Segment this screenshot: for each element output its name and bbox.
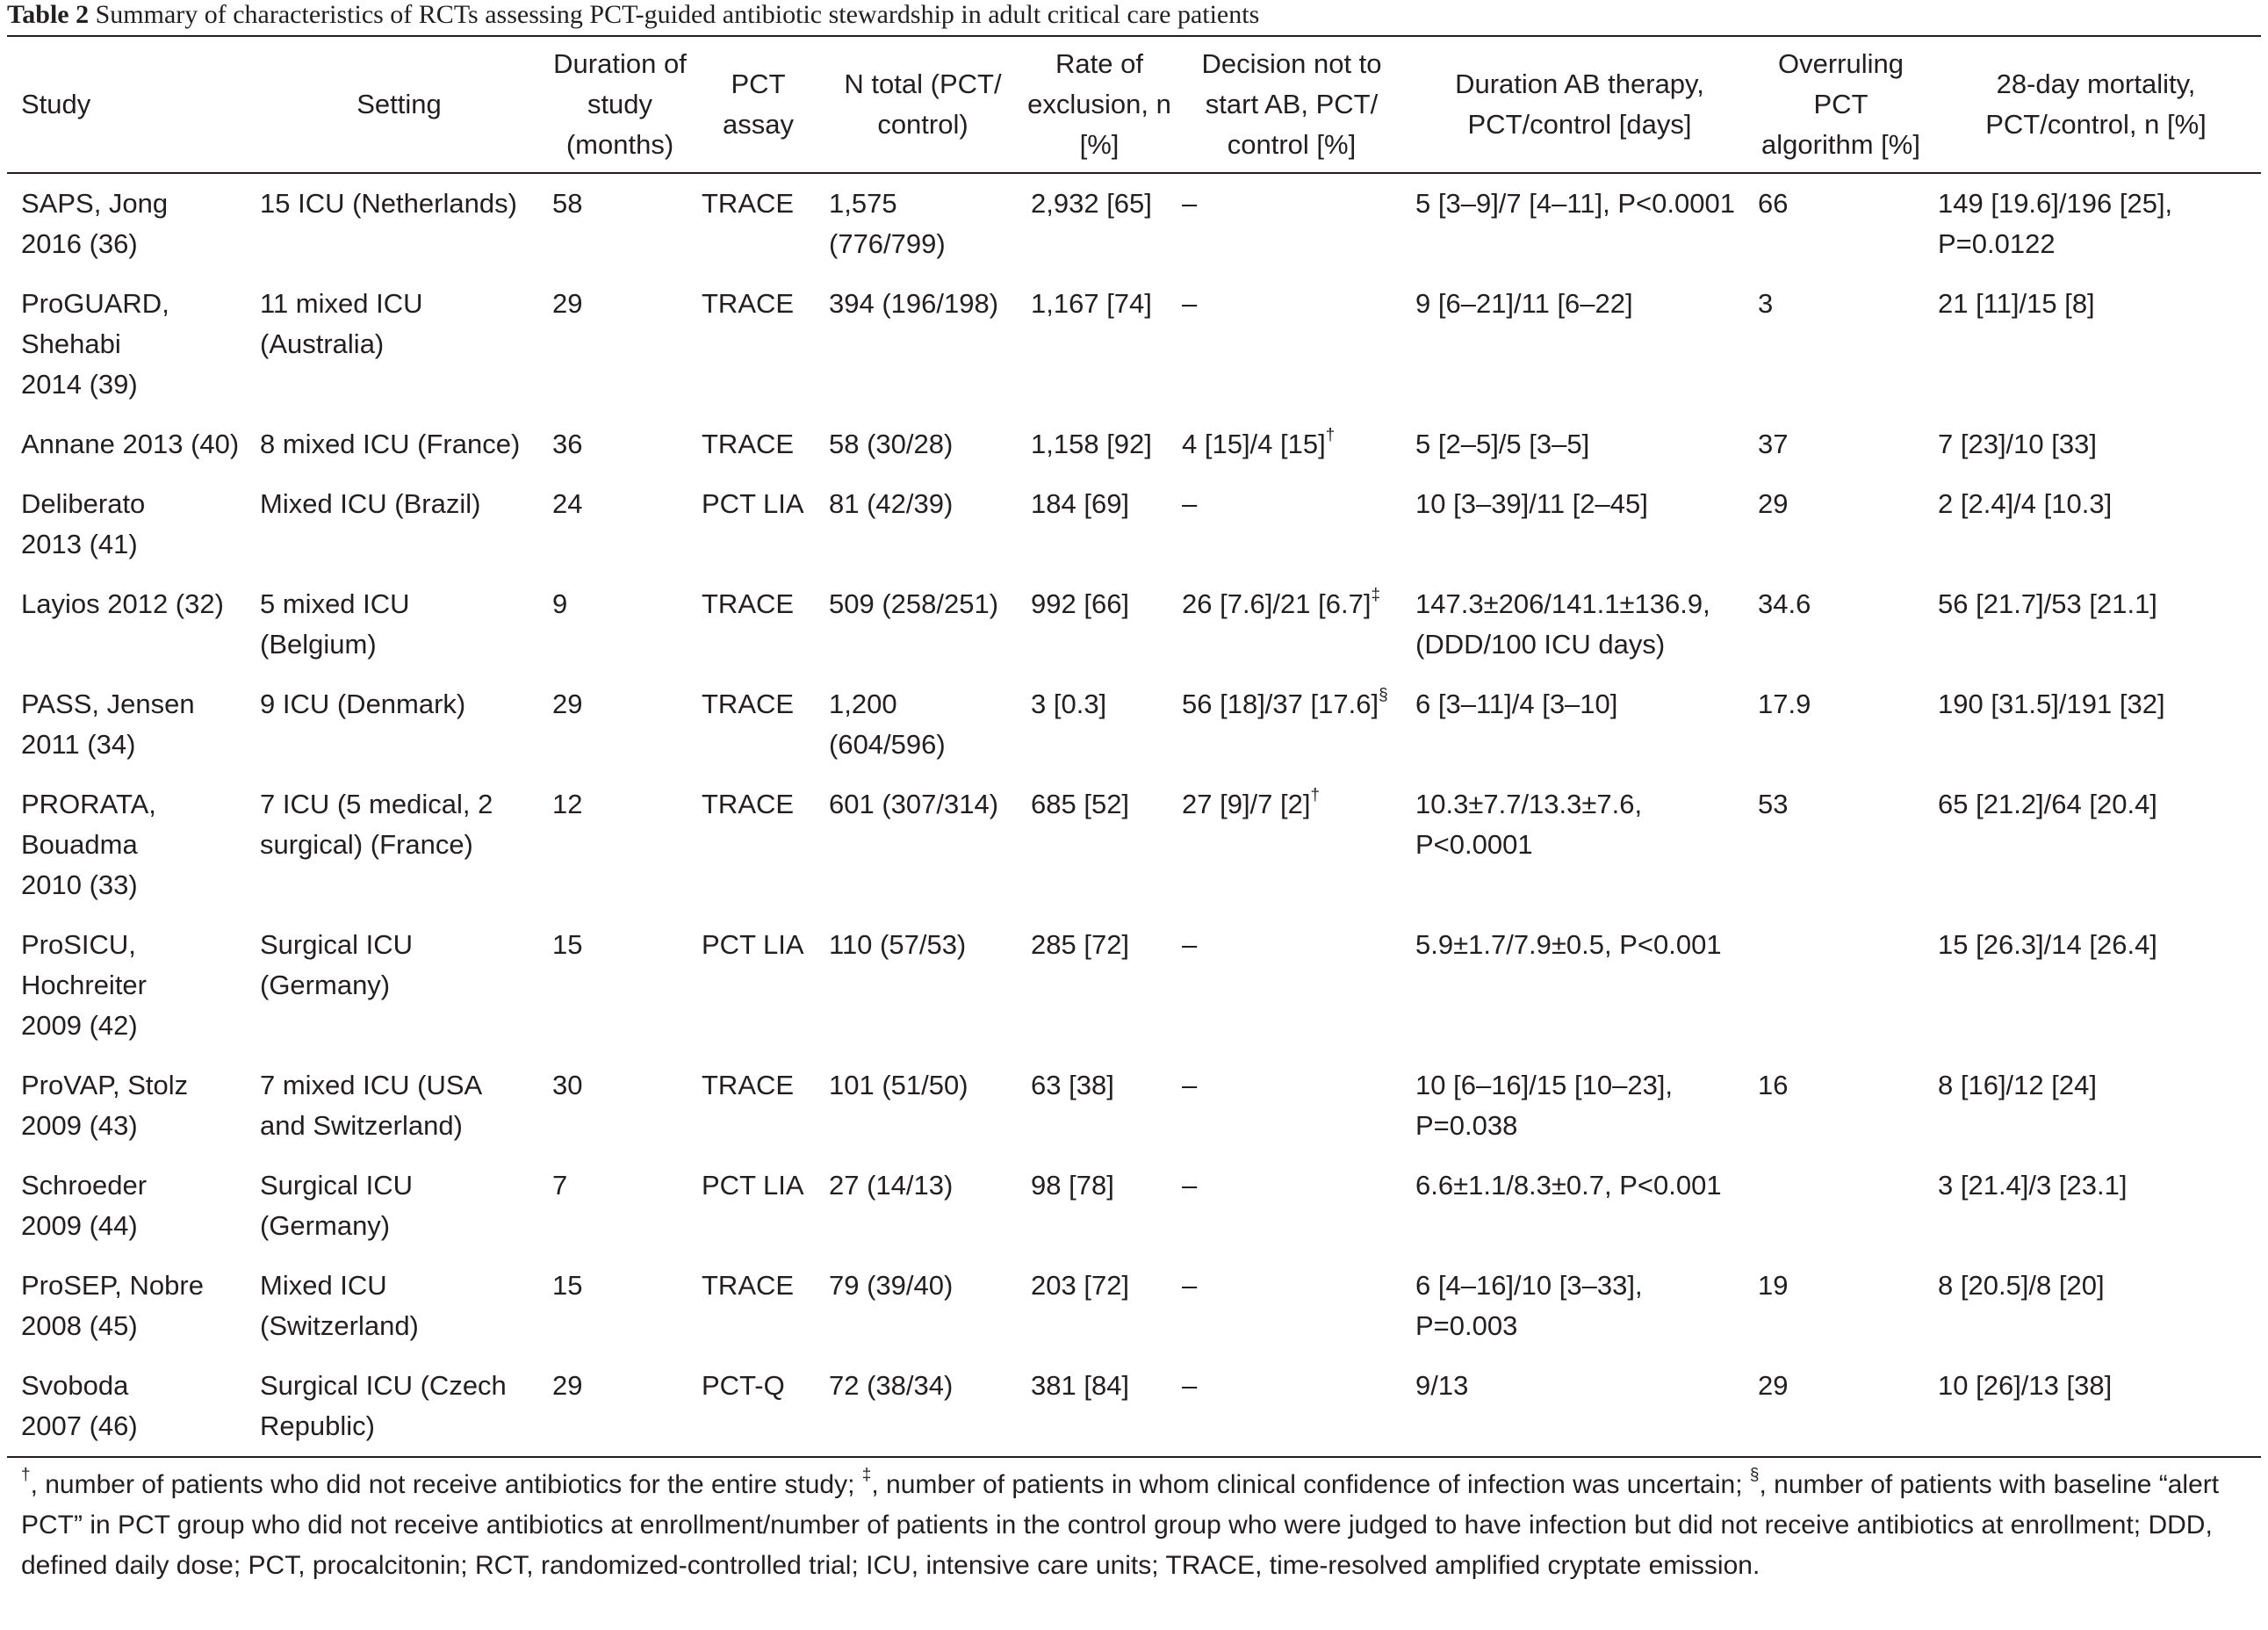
cell-ab-duration [1408, 1056, 1751, 1156]
cell-pct-assay [695, 173, 822, 274]
cell-n-total [822, 1256, 1024, 1356]
cell-overruling-text: 3 [1758, 288, 1774, 319]
cell-setting-text: Mixed ICU (Switzerland) [260, 1270, 419, 1341]
cell-pct-assay [695, 915, 822, 1056]
cell-decision-text: – [1182, 188, 1198, 219]
cell-study [7, 915, 253, 1056]
cell-setting-text: 5 mixed ICU (Belgium) [260, 588, 410, 660]
cell-n-total [822, 574, 1024, 674]
cell-study-text: PASS, Jensen 2011 (34) [21, 689, 195, 760]
cell-n-total-text: 601 (307/314) [829, 789, 999, 819]
cell-n-total-text: 27 (14/13) [829, 1170, 954, 1201]
cell-pct-assay [695, 474, 822, 574]
cell-setting [253, 1056, 545, 1156]
cell-decision [1175, 674, 1408, 775]
cell-decision-text: 26 [7.6]/21 [6.7] [1182, 588, 1372, 619]
cell-decision-text: – [1182, 1270, 1198, 1301]
cell-overruling [1751, 173, 1931, 274]
cell-decision-text: – [1182, 488, 1198, 519]
cell-setting-text: Surgical ICU (Germany) [260, 1170, 413, 1241]
cell-study [7, 1356, 253, 1457]
cell-ab-duration [1408, 1156, 1751, 1256]
cell-study-text: Deliberato 2013 (41) [21, 488, 146, 559]
cell-setting-text: 7 ICU (5 medical, 2 surgical) (France) [260, 789, 493, 860]
cell-setting [253, 1156, 545, 1256]
cell-study [7, 173, 253, 274]
footnote-text-3: , number of patients with baseline “alert PCT” in PCT group who did not receive antibiotics at enrollment/number of patients in the control group who were judged to have infection but did not receive antibiotics at enrollment; DDD, defined daily dose; PCT, procalcitonin; RCT, randomized-controlled trial; ICU, intensive care units; TRACE, time-resolved amplified cryptate emission. [21, 1470, 2220, 1580]
cell-overruling-text: 29 [1758, 1370, 1789, 1401]
cell-study-text: ProVAP, Stolz 2009 (43) [21, 1070, 189, 1141]
cell-n-total [822, 1356, 1024, 1457]
cell-study-text: ProSEP, Nobre 2008 (45) [21, 1270, 204, 1341]
cell-study-text: Svoboda 2007 (46) [21, 1370, 138, 1441]
cell-n-total [822, 775, 1024, 915]
cell-exclusion-rate [1024, 1356, 1175, 1457]
cell-duration [545, 1356, 695, 1457]
cell-pct-assay-text: TRACE [702, 188, 795, 219]
cell-n-total [822, 474, 1024, 574]
cell-pct-assay-text: PCT LIA [702, 1170, 804, 1201]
cell-mortality-text: 8 [16]/12 [24] [1938, 1070, 2097, 1100]
cell-exclusion-rate [1024, 1056, 1175, 1156]
cell-pct-assay-text: TRACE [702, 789, 795, 819]
footnote-mark-dagger: † [21, 1466, 31, 1484]
cell-pct-assay-text: TRACE [702, 1070, 795, 1100]
cell-ab-duration-text: 6.6±1.1/8.3±0.7, P<0.001 [1415, 1170, 1722, 1201]
cell-ab-duration-text: 147.3±206/141.1±136.9, (DDD/100 ICU days) [1415, 588, 1710, 660]
cell-overruling-text: 37 [1758, 429, 1789, 459]
cell-duration [545, 474, 695, 574]
cell-ab-duration-text: 5 [2–5]/5 [3–5] [1415, 429, 1590, 459]
cell-setting-text: 15 ICU (Netherlands) [260, 188, 517, 219]
table-caption [7, 0, 2261, 35]
cell-n-total [822, 915, 1024, 1056]
table-row [7, 574, 2261, 674]
table-footnote [7, 1458, 2261, 1586]
cell-decision [1175, 474, 1408, 574]
cell-n-total [822, 1156, 1024, 1256]
cell-n-total-text: 1,200 (604/596) [829, 689, 946, 760]
cell-setting [253, 1256, 545, 1356]
column-header-ab-duration: Duration AB therapy, PCT/control [days] [1455, 69, 1704, 140]
cell-mortality [1931, 775, 2261, 915]
cell-ab-duration [1408, 1356, 1751, 1457]
cell-duration-text: 9 [552, 588, 568, 619]
cell-pct-assay [695, 415, 822, 474]
page [7, 0, 2261, 1586]
cell-ab-duration [1408, 915, 1751, 1056]
cell-pct-assay [695, 274, 822, 415]
table-row [7, 1156, 2261, 1256]
cell-setting-text: Surgical ICU (Czech Republic) [260, 1370, 507, 1441]
cell-n-total-text: 110 (57/53) [829, 929, 967, 960]
cell-exclusion-rate-text: 2,932 [65] [1031, 188, 1152, 219]
table-row [7, 1256, 2261, 1356]
cell-setting [253, 674, 545, 775]
cell-setting-text: 11 mixed ICU (Australia) [260, 288, 423, 359]
cell-decision [1175, 775, 1408, 915]
cell-study-text: PRORATA, Bouadma 2010 (33) [21, 789, 156, 900]
cell-ab-duration-text: 10 [3–39]/11 [2–45] [1415, 488, 1648, 519]
cell-mortality-text: 3 [21.4]/3 [23.1] [1938, 1170, 2128, 1201]
footnote-text-2: , number of patients in whom clinical confidence of infection was uncertain; [871, 1470, 1750, 1499]
cell-ab-duration-text: 5 [3–9]/7 [4–11], P<0.0001 [1415, 188, 1735, 219]
cell-setting [253, 775, 545, 915]
cell-decision-text: – [1182, 929, 1198, 960]
cell-n-total [822, 1056, 1024, 1156]
cell-mortality [1931, 1056, 2261, 1156]
cell-overruling-text: 19 [1758, 1270, 1789, 1301]
cell-decision [1175, 1056, 1408, 1156]
cell-setting [253, 474, 545, 574]
cell-duration [545, 574, 695, 674]
cell-exclusion-rate [1024, 474, 1175, 574]
table-row [7, 1356, 2261, 1457]
cell-exclusion-rate-text: 685 [52] [1031, 789, 1130, 819]
cell-ab-duration [1408, 474, 1751, 574]
cell-mortality [1931, 274, 2261, 415]
cell-ab-duration-text: 5.9±1.7/7.9±0.5, P<0.001 [1415, 929, 1722, 960]
cell-n-total-text: 58 (30/28) [829, 429, 954, 459]
cell-study [7, 1256, 253, 1356]
column-header-overruling: Overruling PCT algorithm [%] [1761, 48, 1920, 160]
table-body [7, 173, 2261, 1457]
cell-n-total [822, 415, 1024, 474]
cell-overruling-text: 16 [1758, 1070, 1789, 1100]
cell-n-total-text: 81 (42/39) [829, 488, 954, 519]
cell-exclusion-rate-text: 3 [0.3] [1031, 689, 1107, 719]
cell-decision-text: 4 [15]/4 [15] [1182, 429, 1326, 459]
cell-exclusion-rate-text: 1,167 [74] [1031, 288, 1152, 319]
cell-duration-text: 15 [552, 1270, 583, 1301]
cell-pct-assay [695, 674, 822, 775]
cell-exclusion-rate-text: 381 [84] [1031, 1370, 1130, 1401]
cell-study [7, 775, 253, 915]
cell-overruling [1751, 574, 1931, 674]
cell-duration [545, 274, 695, 415]
cell-setting [253, 415, 545, 474]
characteristics-table [7, 35, 2261, 1458]
cell-pct-assay-text: TRACE [702, 288, 795, 319]
cell-decision-text: – [1182, 288, 1198, 319]
cell-n-total [822, 173, 1024, 274]
cell-study [7, 574, 253, 674]
cell-duration-text: 29 [552, 1370, 583, 1401]
cell-duration [545, 775, 695, 915]
cell-pct-assay [695, 775, 822, 915]
cell-decision [1175, 1256, 1408, 1356]
column-header-exclusion-rate: Rate of exclusion, n [%] [1027, 48, 1171, 160]
cell-decision-text: 56 [18]/37 [17.6] [1182, 689, 1379, 719]
cell-exclusion-rate [1024, 775, 1175, 915]
cell-mortality-text: 2 [2.4]/4 [10.3] [1938, 488, 2113, 519]
cell-mortality-text: 7 [23]/10 [33] [1938, 429, 2097, 459]
table-label: Table 2 [7, 0, 90, 29]
cell-exclusion-rate-text: 203 [72] [1031, 1270, 1130, 1301]
footnote-mark-section: § [1749, 1466, 1760, 1484]
cell-decision [1175, 1156, 1408, 1256]
cell-mortality-text: 149 [19.6]/196 [25], P=0.0122 [1938, 188, 2173, 259]
cell-mortality [1931, 915, 2261, 1056]
cell-duration [545, 1056, 695, 1156]
table-title: Summary of characteristics of RCTs assessing PCT-guided antibiotic stewardship in adult critical care patients [89, 0, 1260, 29]
cell-n-total-text: 509 (258/251) [829, 588, 999, 619]
cell-setting [253, 915, 545, 1056]
cell-n-total-text: 79 (39/40) [829, 1270, 954, 1301]
cell-setting [253, 173, 545, 274]
cell-duration [545, 1256, 695, 1356]
cell-setting-text: Surgical ICU (Germany) [260, 929, 413, 1000]
cell-study-text: Schroeder 2009 (44) [21, 1170, 148, 1241]
footnote-mark-double-dagger: ‡ [861, 1466, 872, 1484]
cell-ab-duration [1408, 173, 1751, 274]
cell-overruling-text: 66 [1758, 188, 1789, 219]
cell-mortality [1931, 173, 2261, 274]
cell-exclusion-rate [1024, 415, 1175, 474]
cell-overruling [1751, 1356, 1931, 1457]
cell-exclusion-rate-text: 992 [66] [1031, 588, 1130, 619]
cell-exclusion-rate [1024, 173, 1175, 274]
cell-ab-duration-text: 6 [3–11]/4 [3–10] [1415, 689, 1618, 719]
cell-study [7, 1056, 253, 1156]
column-header-study: Study [21, 89, 91, 119]
table-row [7, 674, 2261, 775]
cell-ab-duration-text: 9 [6–21]/11 [6–22] [1415, 288, 1633, 319]
table-row [7, 474, 2261, 574]
cell-overruling [1751, 915, 1931, 1056]
cell-exclusion-rate-text: 63 [38] [1031, 1070, 1114, 1100]
cell-mortality [1931, 474, 2261, 574]
cell-pct-assay-text: TRACE [702, 1270, 795, 1301]
table-row [7, 173, 2261, 274]
cell-ab-duration-text: 9/13 [1415, 1370, 1469, 1401]
cell-ab-duration [1408, 775, 1751, 915]
cell-n-total-text: 394 (196/198) [829, 288, 999, 319]
cell-ab-duration [1408, 1256, 1751, 1356]
cell-mortality-text: 8 [20.5]/8 [20] [1938, 1270, 2105, 1301]
cell-duration-text: 15 [552, 929, 583, 960]
cell-n-total-text: 72 (38/34) [829, 1370, 954, 1401]
cell-exclusion-rate-text: 1,158 [92] [1031, 429, 1152, 459]
cell-study-text: ProSICU, Hochreiter 2009 (42) [21, 929, 147, 1041]
cell-n-total-text: 101 (51/50) [829, 1070, 968, 1100]
cell-study [7, 1156, 253, 1256]
cell-decision-text: – [1182, 1370, 1198, 1401]
cell-overruling [1751, 415, 1931, 474]
cell-overruling [1751, 1056, 1931, 1156]
cell-decision-text: 27 [9]/7 [2] [1182, 789, 1311, 819]
cell-study-text: Annane 2013 (40) [21, 429, 240, 459]
cell-exclusion-rate [1024, 1256, 1175, 1356]
cell-exclusion-rate [1024, 574, 1175, 674]
footnote-mark: † [1325, 425, 1336, 444]
cell-pct-assay [695, 1056, 822, 1156]
cell-setting [253, 574, 545, 674]
table-row [7, 1056, 2261, 1156]
cell-duration-text: 24 [552, 488, 583, 519]
column-header-decision: Decision not to start AB, PCT/ control [%] [1201, 48, 1382, 160]
column-header-setting: Setting [356, 89, 442, 119]
footnote-mark: § [1379, 685, 1388, 704]
cell-duration-text: 36 [552, 429, 583, 459]
cell-mortality-text: 190 [31.5]/191 [32] [1938, 689, 2165, 719]
cell-decision [1175, 274, 1408, 415]
cell-study-text: SAPS, Jong 2016 (36) [21, 188, 169, 259]
cell-mortality-text: 65 [21.2]/64 [20.4] [1938, 789, 2157, 819]
cell-mortality-text: 10 [26]/13 [38] [1938, 1370, 2113, 1401]
cell-ab-duration-text: 10.3±7.7/13.3±7.6, P<0.0001 [1415, 789, 1643, 860]
cell-duration [545, 415, 695, 474]
cell-mortality [1931, 1156, 2261, 1256]
cell-pct-assay-text: PCT-Q [702, 1370, 785, 1401]
cell-overruling [1751, 674, 1931, 775]
cell-study-text: ProGUARD, Shehabi 2014 (39) [21, 288, 169, 400]
cell-ab-duration-text: 6 [4–16]/10 [3–33], P=0.003 [1415, 1270, 1643, 1341]
cell-duration-text: 29 [552, 689, 583, 719]
cell-overruling [1751, 1156, 1931, 1256]
table-row [7, 274, 2261, 415]
cell-exclusion-rate-text: 98 [78] [1031, 1170, 1114, 1201]
footnote-mark: ‡ [1371, 585, 1381, 604]
cell-decision [1175, 173, 1408, 274]
cell-mortality-text: 21 [11]/15 [8] [1938, 288, 2095, 319]
cell-pct-assay-text: PCT LIA [702, 488, 804, 519]
cell-exclusion-rate-text: 184 [69] [1031, 488, 1130, 519]
cell-duration [545, 173, 695, 274]
cell-study [7, 674, 253, 775]
cell-pct-assay [695, 1256, 822, 1356]
cell-duration-text: 12 [552, 789, 583, 819]
cell-overruling-text: 17.9 [1758, 689, 1811, 719]
cell-ab-duration [1408, 415, 1751, 474]
cell-overruling [1751, 274, 1931, 415]
cell-exclusion-rate [1024, 915, 1175, 1056]
cell-duration-text: 29 [552, 288, 583, 319]
table-row [7, 415, 2261, 474]
cell-n-total-text: 1,575 (776/799) [829, 188, 946, 259]
cell-decision [1175, 915, 1408, 1056]
cell-overruling [1751, 1256, 1931, 1356]
cell-n-total [822, 674, 1024, 775]
cell-pct-assay-text: TRACE [702, 588, 795, 619]
cell-overruling-text: 34.6 [1758, 588, 1811, 619]
cell-study [7, 415, 253, 474]
cell-overruling-text: 53 [1758, 789, 1789, 819]
cell-pct-assay-text: TRACE [702, 689, 795, 719]
cell-exclusion-rate [1024, 674, 1175, 775]
cell-duration-text: 7 [552, 1170, 568, 1201]
cell-overruling [1751, 474, 1931, 574]
cell-overruling-text: 29 [1758, 488, 1789, 519]
cell-pct-assay [695, 1156, 822, 1256]
cell-ab-duration-text: 10 [6–16]/15 [10–23], P=0.038 [1415, 1070, 1674, 1141]
cell-n-total [822, 274, 1024, 415]
cell-exclusion-rate-text: 285 [72] [1031, 929, 1130, 960]
cell-setting-text: 9 ICU (Denmark) [260, 689, 466, 719]
cell-study [7, 274, 253, 415]
cell-mortality [1931, 1356, 2261, 1457]
cell-overruling [1751, 775, 1931, 915]
cell-duration [545, 674, 695, 775]
cell-setting-text: 7 mixed ICU (USA and Switzerland) [260, 1070, 483, 1141]
column-header-mortality: 28-day mortality, PCT/control, n [%] [1985, 69, 2207, 140]
cell-mortality [1931, 1256, 2261, 1356]
cell-setting [253, 1356, 545, 1457]
cell-setting-text: Mixed ICU (Brazil) [260, 488, 481, 519]
cell-duration [545, 915, 695, 1056]
cell-duration-text: 58 [552, 188, 583, 219]
cell-pct-assay [695, 1356, 822, 1457]
cell-ab-duration [1408, 674, 1751, 775]
cell-setting-text: 8 mixed ICU (France) [260, 429, 521, 459]
cell-exclusion-rate [1024, 274, 1175, 415]
cell-mortality [1931, 674, 2261, 775]
cell-pct-assay [695, 574, 822, 674]
cell-decision [1175, 574, 1408, 674]
cell-duration-text: 30 [552, 1070, 583, 1100]
cell-mortality [1931, 574, 2261, 674]
cell-pct-assay-text: TRACE [702, 429, 795, 459]
cell-pct-assay-text: PCT LIA [702, 929, 804, 960]
cell-ab-duration [1408, 574, 1751, 674]
cell-setting [253, 274, 545, 415]
footnote-mark: † [1310, 785, 1321, 804]
table-row [7, 775, 2261, 915]
header-row [7, 36, 2261, 173]
cell-ab-duration [1408, 274, 1751, 415]
cell-decision [1175, 1356, 1408, 1457]
cell-exclusion-rate [1024, 1156, 1175, 1256]
cell-study [7, 474, 253, 574]
cell-decision [1175, 415, 1408, 474]
cell-mortality-text: 15 [26.3]/14 [26.4] [1938, 929, 2157, 960]
cell-mortality-text: 56 [21.7]/53 [21.1] [1938, 588, 2157, 619]
footnote-text-1: , number of patients who did not receive antibiotics for the entire study; [30, 1470, 862, 1499]
cell-decision-text: – [1182, 1070, 1198, 1100]
column-header-n-total: N total (PCT/ control) [844, 69, 1002, 140]
cell-mortality [1931, 415, 2261, 474]
column-header-duration: Duration of study (months) [553, 48, 687, 160]
cell-decision-text: – [1182, 1170, 1198, 1201]
cell-study-text: Layios 2012 (32) [21, 588, 224, 619]
column-header-pct-assay: PCT assay [723, 69, 794, 140]
cell-duration [545, 1156, 695, 1256]
table-row [7, 915, 2261, 1056]
